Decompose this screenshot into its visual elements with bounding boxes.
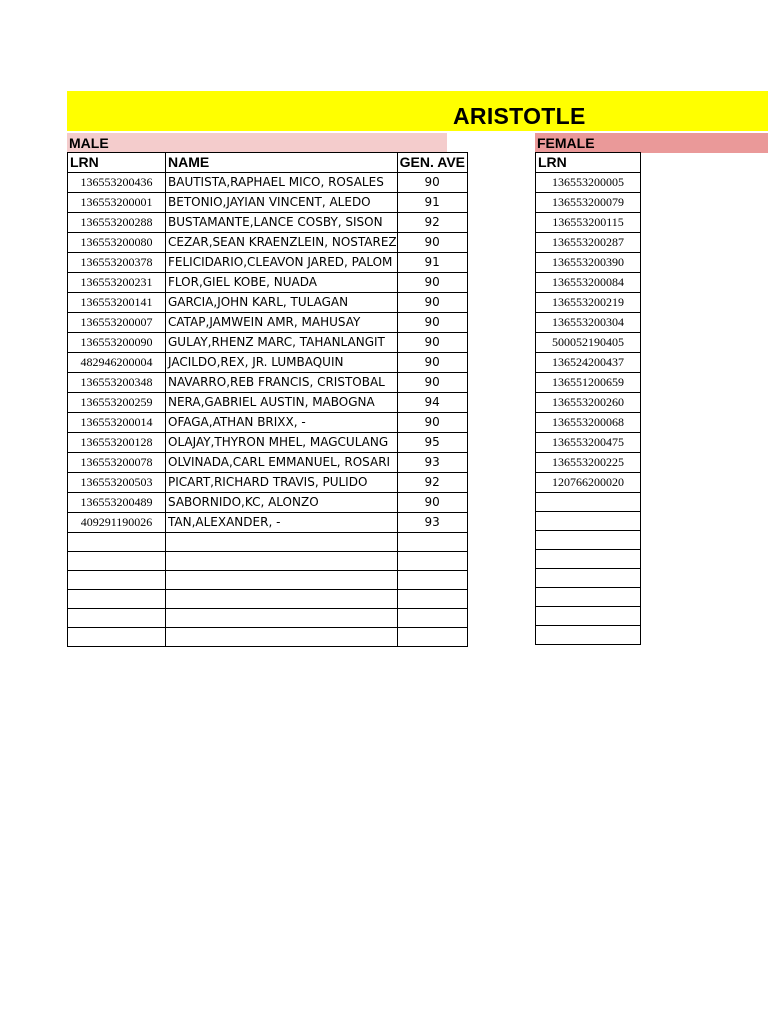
name-header[interactable]: NAME bbox=[166, 153, 398, 173]
lrn-cell[interactable]: 136553200378 bbox=[68, 253, 166, 273]
name-cell[interactable]: SABORNIDO,KC, ALONZO bbox=[166, 493, 398, 513]
gen-ave-cell[interactable]: 90 bbox=[397, 173, 467, 193]
table-row bbox=[536, 393, 641, 413]
table-row bbox=[68, 313, 468, 333]
table-row bbox=[68, 333, 468, 353]
gen-ave-cell[interactable] bbox=[397, 533, 467, 552]
table-row bbox=[536, 373, 641, 393]
gen-ave-cell[interactable]: 93 bbox=[397, 513, 467, 533]
lrn-cell[interactable]: 136553200014 bbox=[68, 413, 166, 433]
female-lrn-cell[interactable]: 136553200068 bbox=[536, 413, 641, 433]
name-cell[interactable]: NAVARRO,REB FRANCIS, CRISTOBAL bbox=[166, 373, 398, 393]
table-row bbox=[68, 273, 468, 293]
table-row bbox=[536, 550, 641, 569]
gen-ave-cell[interactable]: 90 bbox=[397, 493, 467, 513]
table-row bbox=[68, 473, 468, 493]
name-cell[interactable]: NERA,GABRIEL AUSTIN, MABOGNA bbox=[166, 393, 398, 413]
gen-ave-cell[interactable]: 90 bbox=[397, 293, 467, 313]
lrn-cell[interactable]: 136553200090 bbox=[68, 333, 166, 353]
lrn-cell[interactable]: 136553200231 bbox=[68, 273, 166, 293]
table-row bbox=[536, 607, 641, 626]
female-lrn-cell[interactable]: 136553200304 bbox=[536, 313, 641, 333]
lrn-cell[interactable]: 136553200078 bbox=[68, 453, 166, 473]
gen-ave-cell[interactable]: 90 bbox=[397, 333, 467, 353]
table-row bbox=[68, 590, 468, 609]
name-cell[interactable] bbox=[166, 609, 398, 628]
lrn-cell[interactable] bbox=[68, 533, 166, 552]
table-row bbox=[68, 609, 468, 628]
name-cell[interactable]: OLVINADA,CARL EMMANUEL, ROSARI bbox=[166, 453, 398, 473]
table-row bbox=[536, 293, 641, 313]
lrn-cell[interactable]: 136553200436 bbox=[68, 173, 166, 193]
female-lrn-header[interactable]: LRN bbox=[536, 153, 641, 173]
gen-ave-cell[interactable]: 90 bbox=[397, 373, 467, 393]
lrn-cell[interactable]: 136553200001 bbox=[68, 193, 166, 213]
gen-ave-cell[interactable]: 91 bbox=[397, 253, 467, 273]
name-cell[interactable]: CATAP,JAMWEIN AMR, MAHUSAY bbox=[166, 313, 398, 333]
name-cell[interactable]: CEZAR,SEAN KRAENZLEIN, NOSTAREZ bbox=[166, 233, 398, 253]
table-row bbox=[68, 393, 468, 413]
gen-ave-cell[interactable] bbox=[397, 590, 467, 609]
table-row bbox=[68, 513, 468, 533]
female-lrn-cell[interactable]: 136551200659 bbox=[536, 373, 641, 393]
table-row bbox=[68, 493, 468, 513]
gen-ave-cell[interactable]: 91 bbox=[397, 193, 467, 213]
title-band bbox=[67, 91, 768, 131]
table-row bbox=[536, 512, 641, 531]
table-row bbox=[68, 173, 468, 193]
lrn-cell[interactable]: 136553200080 bbox=[68, 233, 166, 253]
name-cell[interactable]: PICART,RICHARD TRAVIS, PULIDO bbox=[166, 473, 398, 493]
name-cell[interactable]: OFAGA,ATHAN BRIXX, - bbox=[166, 413, 398, 433]
female-lrn-cell[interactable]: 136553200287 bbox=[536, 233, 641, 253]
female-lrn-cell[interactable]: 136553200390 bbox=[536, 253, 641, 273]
female-lrn-cell[interactable] bbox=[536, 531, 641, 550]
gen-ave-cell[interactable]: 94 bbox=[397, 393, 467, 413]
lrn-cell[interactable]: 136553200348 bbox=[68, 373, 166, 393]
female-lrn-cell[interactable] bbox=[536, 550, 641, 569]
gen-ave-cell[interactable] bbox=[397, 552, 467, 571]
lrn-cell[interactable]: 136553200141 bbox=[68, 293, 166, 313]
gen-ave-cell[interactable]: 95 bbox=[397, 433, 467, 453]
table-row bbox=[68, 533, 468, 552]
lrn-cell[interactable] bbox=[68, 609, 166, 628]
female-lrn-cell[interactable]: 136553200115 bbox=[536, 213, 641, 233]
table-row bbox=[536, 273, 641, 293]
female-table bbox=[535, 152, 641, 645]
name-cell[interactable]: JACILDO,REX, JR. LUMBAQUIN bbox=[166, 353, 398, 373]
lrn-cell[interactable] bbox=[68, 628, 166, 647]
gen-ave-cell[interactable] bbox=[397, 628, 467, 647]
female-lrn-cell[interactable]: 136553200219 bbox=[536, 293, 641, 313]
female-lrn-cell[interactable]: 136553200005 bbox=[536, 173, 641, 193]
table-row bbox=[68, 213, 468, 233]
female-lrn-cell[interactable] bbox=[536, 626, 641, 645]
name-cell[interactable] bbox=[166, 533, 398, 552]
name-cell[interactable] bbox=[166, 571, 398, 590]
name-cell[interactable]: BETONIO,JAYIAN VINCENT, ALEDO bbox=[166, 193, 398, 213]
lrn-cell[interactable]: 136553200288 bbox=[68, 213, 166, 233]
female-lrn-cell[interactable]: 500052190405 bbox=[536, 333, 641, 353]
name-cell[interactable]: GULAY,RHENZ MARC, TAHANLANGIT bbox=[166, 333, 398, 353]
table-row bbox=[68, 433, 468, 453]
table-row bbox=[68, 353, 468, 373]
lrn-cell[interactable]: 136553200259 bbox=[68, 393, 166, 413]
female-lrn-cell[interactable] bbox=[536, 569, 641, 588]
table-row bbox=[68, 413, 468, 433]
name-cell[interactable]: GARCIA,JOHN KARL, TULAGAN bbox=[166, 293, 398, 313]
table-row bbox=[536, 233, 641, 253]
table-row bbox=[68, 628, 468, 647]
female-section-label: FEMALE bbox=[535, 133, 768, 153]
table-row bbox=[536, 569, 641, 588]
table-row bbox=[68, 453, 468, 473]
table-row bbox=[536, 333, 641, 353]
table-row bbox=[536, 531, 641, 550]
table-row bbox=[536, 213, 641, 233]
table-row bbox=[536, 493, 641, 512]
table-row bbox=[68, 552, 468, 571]
gen-ave-cell[interactable]: 93 bbox=[397, 453, 467, 473]
gen-ave-cell[interactable] bbox=[397, 571, 467, 590]
female-lrn-cell[interactable]: 120766200020 bbox=[536, 473, 641, 493]
table-row bbox=[536, 313, 641, 333]
male-table bbox=[67, 152, 468, 647]
female-lrn-cell[interactable]: 136553200475 bbox=[536, 433, 641, 453]
lrn-cell[interactable] bbox=[68, 552, 166, 571]
gen-ave-cell[interactable]: 90 bbox=[397, 273, 467, 293]
female-lrn-cell[interactable]: 136553200225 bbox=[536, 453, 641, 473]
sheet-title: ARISTOTLE bbox=[453, 103, 586, 129]
table-row bbox=[68, 233, 468, 253]
table-row bbox=[536, 253, 641, 273]
table-row bbox=[536, 588, 641, 607]
female-lrn-cell[interactable] bbox=[536, 493, 641, 512]
gen-ave-cell[interactable] bbox=[397, 609, 467, 628]
table-row bbox=[68, 193, 468, 213]
female-lrn-cell[interactable] bbox=[536, 588, 641, 607]
gen-ave-cell[interactable]: 90 bbox=[397, 413, 467, 433]
lrn-cell[interactable]: 136553200007 bbox=[68, 313, 166, 333]
gen-ave-header[interactable]: GEN. AVE bbox=[397, 153, 467, 173]
name-cell[interactable] bbox=[166, 552, 398, 571]
table-row bbox=[536, 173, 641, 193]
name-cell[interactable]: FLOR,GIEL KOBE, NUADA bbox=[166, 273, 398, 293]
lrn-header[interactable]: LRN bbox=[68, 153, 166, 173]
table-row bbox=[68, 293, 468, 313]
table-row bbox=[68, 253, 468, 273]
table-row bbox=[536, 453, 641, 473]
lrn-cell[interactable]: 409291190026 bbox=[68, 513, 166, 533]
lrn-cell[interactable]: 136553200503 bbox=[68, 473, 166, 493]
female-lrn-cell[interactable]: 136553200079 bbox=[536, 193, 641, 213]
male-section-label: MALE bbox=[67, 133, 447, 153]
female-lrn-cell[interactable]: 136524200437 bbox=[536, 353, 641, 373]
table-row bbox=[536, 433, 641, 453]
female-header-row bbox=[536, 153, 641, 173]
table-row bbox=[536, 353, 641, 373]
table-row bbox=[68, 373, 468, 393]
female-lrn-cell[interactable] bbox=[536, 512, 641, 531]
gen-ave-cell[interactable]: 90 bbox=[397, 353, 467, 373]
lrn-cell[interactable]: 136553200489 bbox=[68, 493, 166, 513]
gen-ave-cell[interactable]: 92 bbox=[397, 213, 467, 233]
lrn-cell[interactable]: 136553200128 bbox=[68, 433, 166, 453]
table-row bbox=[536, 193, 641, 213]
name-cell[interactable]: FELICIDARIO,CLEAVON JARED, PALOM bbox=[166, 253, 398, 273]
table-row bbox=[68, 571, 468, 590]
gen-ave-cell[interactable]: 92 bbox=[397, 473, 467, 493]
name-cell[interactable]: OLAJAY,THYRON MHEL, MAGCULANG bbox=[166, 433, 398, 453]
female-lrn-cell[interactable]: 136553200084 bbox=[536, 273, 641, 293]
name-cell[interactable]: BAUTISTA,RAPHAEL MICO, ROSALES bbox=[166, 173, 398, 193]
gen-ave-cell[interactable]: 90 bbox=[397, 233, 467, 253]
female-lrn-cell[interactable] bbox=[536, 607, 641, 626]
gen-ave-cell[interactable]: 90 bbox=[397, 313, 467, 333]
table-row bbox=[536, 473, 641, 493]
table-row bbox=[536, 413, 641, 433]
name-cell[interactable]: TAN,ALEXANDER, - bbox=[166, 513, 398, 533]
name-cell[interactable] bbox=[166, 628, 398, 647]
lrn-cell[interactable] bbox=[68, 590, 166, 609]
name-cell[interactable]: BUSTAMANTE,LANCE COSBY, SISON bbox=[166, 213, 398, 233]
lrn-cell[interactable]: 482946200004 bbox=[68, 353, 166, 373]
female-lrn-cell[interactable]: 136553200260 bbox=[536, 393, 641, 413]
lrn-cell[interactable] bbox=[68, 571, 166, 590]
name-cell[interactable] bbox=[166, 590, 398, 609]
male-header-row bbox=[68, 153, 468, 173]
table-row bbox=[536, 626, 641, 645]
